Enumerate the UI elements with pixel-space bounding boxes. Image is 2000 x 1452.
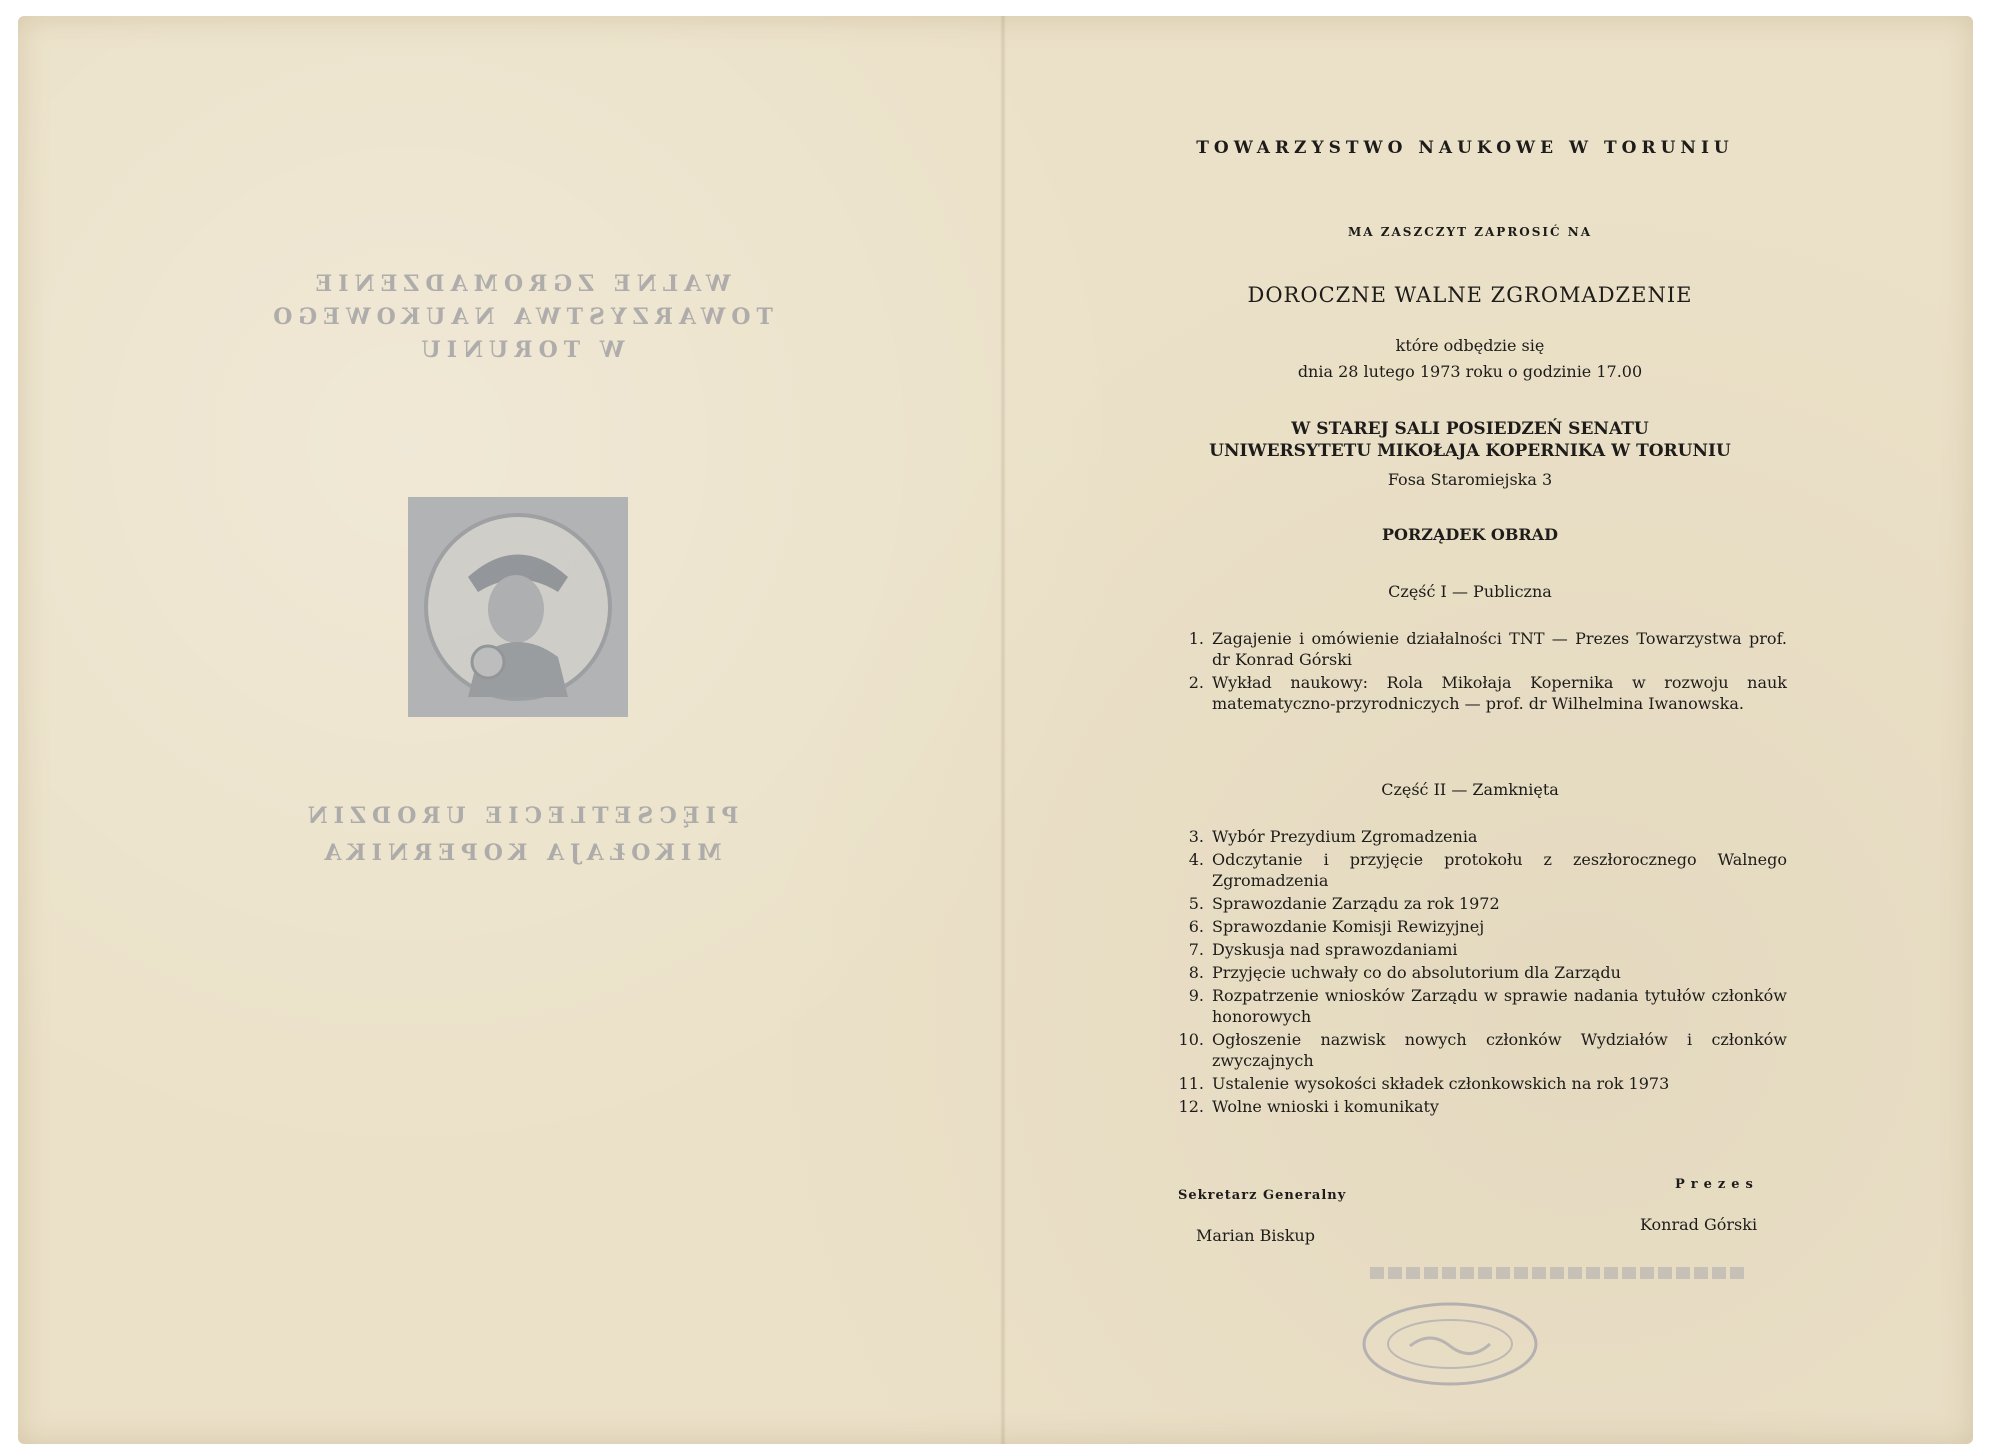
agenda-item — [1172, 985, 1787, 1027]
agenda-item — [1172, 939, 1787, 960]
agenda-item — [1172, 672, 1787, 714]
cover-heading-show-through — [240, 268, 800, 367]
agenda-item — [1172, 628, 1787, 670]
agenda-item-number: 8. — [1188, 963, 1204, 982]
venue — [1150, 418, 1790, 462]
agenda-item — [1172, 1073, 1787, 1094]
agenda-item-text: Zagajenie i omówienie działalności TNT — Prezes Towarzystwa prof. dr Konrad Górski — [1212, 629, 1787, 669]
ghost-line: TOWARZYSTWA NAUKOWEGO — [267, 304, 773, 330]
president-title: Prezes — [1675, 1177, 1759, 1192]
agenda-item — [1172, 849, 1787, 891]
agenda-item-number: 11. — [1178, 1074, 1204, 1093]
agenda-item-number: 3. — [1188, 827, 1204, 846]
agenda-item-text: Dyskusja nad sprawozdaniami — [1212, 940, 1458, 959]
part-one-title: Część I — Publiczna — [1388, 582, 1552, 601]
part-one-agenda-list — [1172, 628, 1787, 716]
agenda-item-number: 7. — [1188, 940, 1204, 959]
oval-ink-stamp — [1360, 1300, 1540, 1388]
agenda-item-number: 5. — [1188, 894, 1204, 913]
venue-line: W STAREJ SALI POSIEDZEŃ SENATU — [1291, 419, 1649, 439]
part-two-agenda-list — [1172, 826, 1787, 1119]
venue-address: Fosa Staromiejska 3 — [1387, 470, 1553, 489]
agenda-item — [1172, 893, 1787, 914]
agenda-item — [1172, 1029, 1787, 1071]
agenda-item-number: 1. — [1188, 629, 1204, 648]
agenda-item-number: 4. — [1188, 850, 1204, 869]
agenda-item-text: Wolne wnioski i komunikaty — [1212, 1097, 1439, 1116]
date-time: dnia 28 lutego 1973 roku o godzinie 17.00 — [1297, 362, 1643, 381]
agenda-item-text: Sprawozdanie Komisji Rewizyjnej — [1212, 917, 1485, 936]
agenda-item-text: Sprawozdanie Zarządu za rok 1972 — [1212, 894, 1500, 913]
agenda-item — [1172, 826, 1787, 847]
faded-stamp-line — [1370, 1267, 1745, 1279]
agenda-item-text: Odczytanie i przyjęcie protokołu z zeszłorocznego Walnego Zgromadzenia — [1212, 850, 1787, 890]
cover-footer-show-through — [270, 798, 770, 872]
ghost-line: W TORUNIU — [415, 337, 625, 363]
agenda-item-text: Wybór Prezydium Zgromadzenia — [1212, 827, 1478, 846]
agenda-item-number: 2. — [1188, 673, 1204, 692]
agenda-item — [1172, 962, 1787, 983]
ghost-line: WALNE ZGROMADZENIE — [309, 271, 731, 297]
agenda-item-text: Ogłoszenie nazwisk nowych członków Wydziałów i członków zwyczajnych — [1212, 1030, 1787, 1070]
secretary-title: Sekretarz Generalny — [1178, 1188, 1347, 1203]
agenda-item-number: 10. — [1178, 1030, 1204, 1049]
agenda-title: PORZĄDEK OBRAD — [1382, 525, 1558, 544]
president-name: Konrad Górski — [1640, 1215, 1758, 1234]
agenda-item-text: Przyjęcie uchwały co do absolutorium dla Zarządu — [1212, 963, 1621, 982]
venue-line: UNIWERSYTETU MIKOŁAJA KOPERNIKA W TORUNIU — [1209, 441, 1731, 461]
agenda-item — [1172, 916, 1787, 937]
agenda-item-text: Ustalenie wysokości składek członkowskich na rok 1973 — [1212, 1074, 1670, 1093]
date-intro: które odbędzie się — [1395, 336, 1545, 355]
agenda-item-number: 9. — [1188, 986, 1204, 1005]
copernicus-portrait-medallion — [408, 497, 628, 717]
agenda-item — [1172, 1096, 1787, 1117]
event-title: DOROCZNE WALNE ZGROMADZENIE — [1247, 283, 1693, 307]
center-fold — [1000, 16, 1006, 1444]
agenda-item-number: 12. — [1178, 1097, 1204, 1116]
invitation-line: MA ZASZCZYT ZAPROSIĆ NA — [1347, 225, 1593, 239]
agenda-item-number: 6. — [1188, 917, 1204, 936]
agenda-item-text: Rozpatrzenie wniosków Zarządu w sprawie nadania tytułów członków honorowych — [1212, 986, 1787, 1026]
society-name: TOWARZYSTWO NAUKOWE W TORUNIU — [1196, 138, 1734, 158]
agenda-item-text: Wykład naukowy: Rola Mikołaja Kopernika w rozwoju nauk matematyczno-przyrodniczych — prof. dr Wilhelmina Iwanowska. — [1212, 673, 1787, 713]
secretary-name: Marian Biskup — [1196, 1226, 1315, 1245]
ghost-line: MIKOŁAJA KOPERNIKA — [318, 840, 722, 866]
ghost-line: PIĘCSETLECIE URODZIN — [301, 803, 739, 829]
part-two-title: Część II — Zamknięta — [1381, 780, 1559, 799]
